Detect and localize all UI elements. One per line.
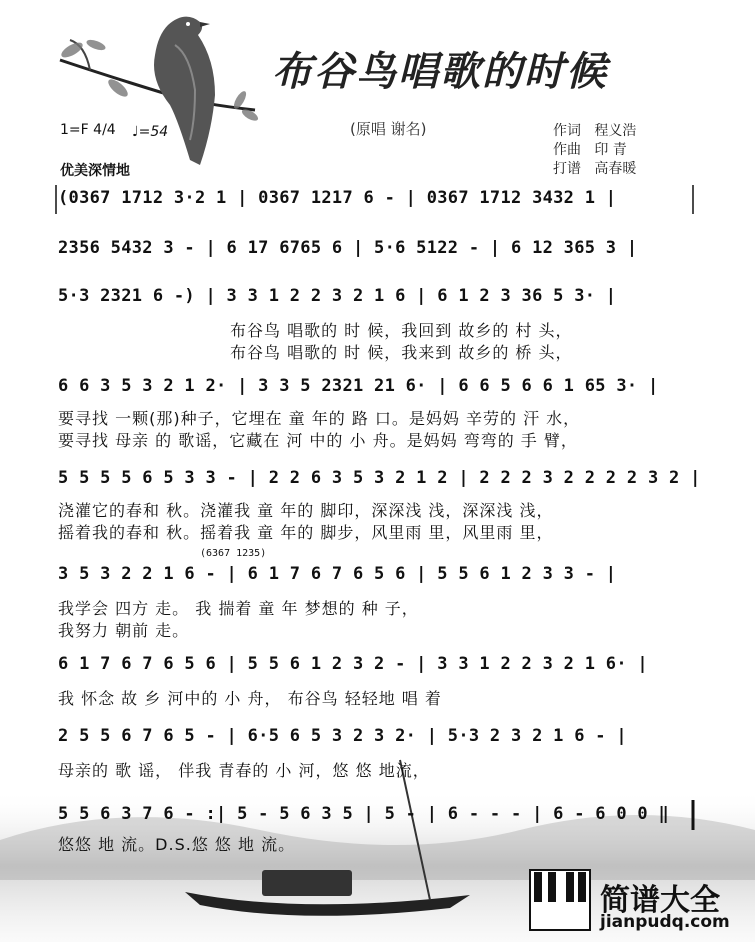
bird-illustration (154, 17, 215, 165)
lyric-line: 摇着我的春和 秋。摇着我 童 年的 脚步，风里雨 里，风里雨 里， (58, 523, 554, 542)
tempo-mark: ♩=54 (132, 124, 169, 140)
music-row: 2 5 5 6 7 6 5 - | 6·5 6 5 3 2 3 2· | 5·3 2 3 2 1 6 - | (58, 726, 627, 746)
music-row: 3 5 3 2 2 1 6 - | 6 1 7 6 7 6 5 6 | 5 5 6 1 2 3 3 - | (58, 564, 617, 584)
lyric-line: 浇灌它的春和 秋。浇灌我 童 年的 脚印，深深浅 浅，深深浅 浅， (58, 501, 554, 520)
music-row: 2356 5432 3 - | 6 17 6765 6 | 5·6 5122 - | 6 12 365 3 | (58, 238, 638, 258)
lyric-line: 我学会 四方 走。 我 揣着 童 年 梦想的 种 子， (58, 599, 419, 618)
credit-composer: 作曲 印 青 (553, 142, 627, 158)
song-title: 布谷鸟唱歌的时候 (272, 48, 608, 95)
lyric-line: 我 怀念 故 乡 河中的 小 舟， 布谷鸟 轻轻地 唱 着 (58, 689, 442, 708)
credit-lyricist: 作词 程义浩 (553, 123, 637, 139)
piano-logo-icon (530, 870, 590, 930)
lyric-line: 要寻找 母亲 的 歌谣，它藏在 河 中的 小 舟。是妈妈 弯弯的 手 臂， (58, 431, 578, 450)
music-row: 5 5 5 5 6 5 3 3 - | 2 2 6 3 5 3 2 1 2 | 2 2 2 3 2 2 2 2 3 2 | (58, 468, 701, 488)
music-row: 5·3 2321 6 -) | 3 3 1 2 2 3 2 1 6 | 6 1 2 3 36 5 3· | (58, 286, 617, 306)
brand-logo-text: 简谱大全 (600, 883, 720, 918)
expression-mark: 优美深情地 (60, 163, 130, 179)
music-row: 5 5 6 3 7 6 - :| 5 - 5 6 3 5 | 5 - | 6 - - - | 6 - 6 0 0 ‖ (58, 804, 670, 824)
grace-notes: (6367 1235) (200, 548, 267, 559)
lyric-line: 布谷鸟 唱歌的 时 候，我来到 故乡的 桥 头， (230, 343, 573, 362)
lyric-line: 母亲的 歌 谣， 伴我 青春的 小 河，悠 悠 地流， (58, 761, 430, 780)
key-signature: 1=F 4/4 (60, 122, 116, 138)
music-row: 6 1 7 6 7 6 5 6 | 5 5 6 1 2 3 2 - | 3 3 1 2 2 3 2 1 6· | (58, 654, 648, 674)
brand-url: jianpudq.com (600, 912, 730, 932)
music-row: 6 6 3 5 3 2 1 2· | 3 3 5 2321 21 6· | 6 6 5 6 6 1 65 3· | (58, 376, 659, 396)
lyric-line: 布谷鸟 唱歌的 时 候，我回到 故乡的 村 头， (230, 321, 573, 340)
lyric-line: 我努力 朝前 走。 (58, 621, 190, 640)
credit-arranger: 打谱 高春暖 (553, 161, 637, 177)
lyric-line: 要寻找 一颗(那)种子，它埋在 童 年的 路 口。是妈妈 辛劳的 汗 水， (58, 409, 581, 428)
subtitle: (原唱 谢名) (350, 120, 427, 138)
music-row: (0367 1712 3·2 1 | 0367 1217 6 - | 0367 1712 3432 1 | (58, 188, 617, 208)
lyric-line: 悠悠 地 流。D.S.悠 悠 地 流。 (58, 835, 296, 854)
